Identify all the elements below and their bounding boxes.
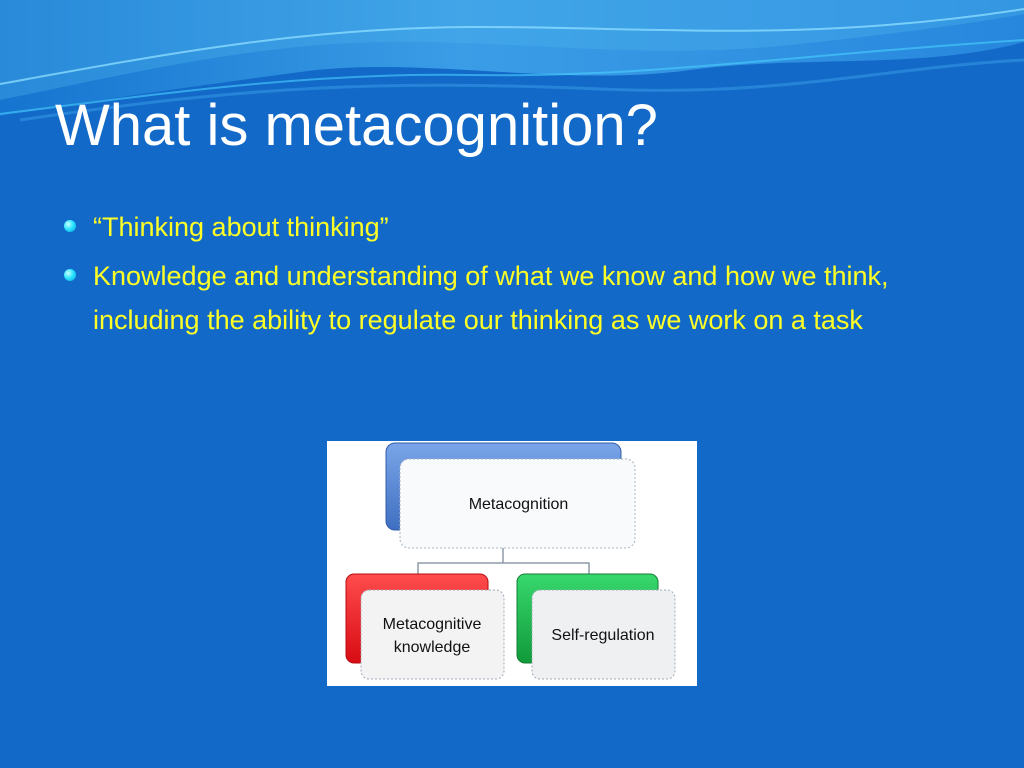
self-regulation-label: Self-regulation (551, 627, 655, 644)
slide-title: What is metacognition? (55, 93, 658, 158)
bullet-dot-icon (64, 220, 76, 232)
metacognitive-knowledge-label: Metacognitive knowledge (382, 616, 482, 656)
bullet-text: Knowledge and understanding of what we know and how we think, including the ability to regulate our thinking as we work on a task (93, 261, 889, 335)
bullet-text: “Thinking about thinking” (93, 212, 389, 242)
bullet-list (62, 205, 977, 347)
bullet-item (62, 254, 977, 342)
bullet-item (62, 205, 977, 249)
bullet-dot-icon (64, 269, 76, 281)
root-node-label: Metacognition (468, 496, 569, 513)
connector-lines (418, 548, 589, 576)
metacognition-diagram (327, 441, 697, 686)
